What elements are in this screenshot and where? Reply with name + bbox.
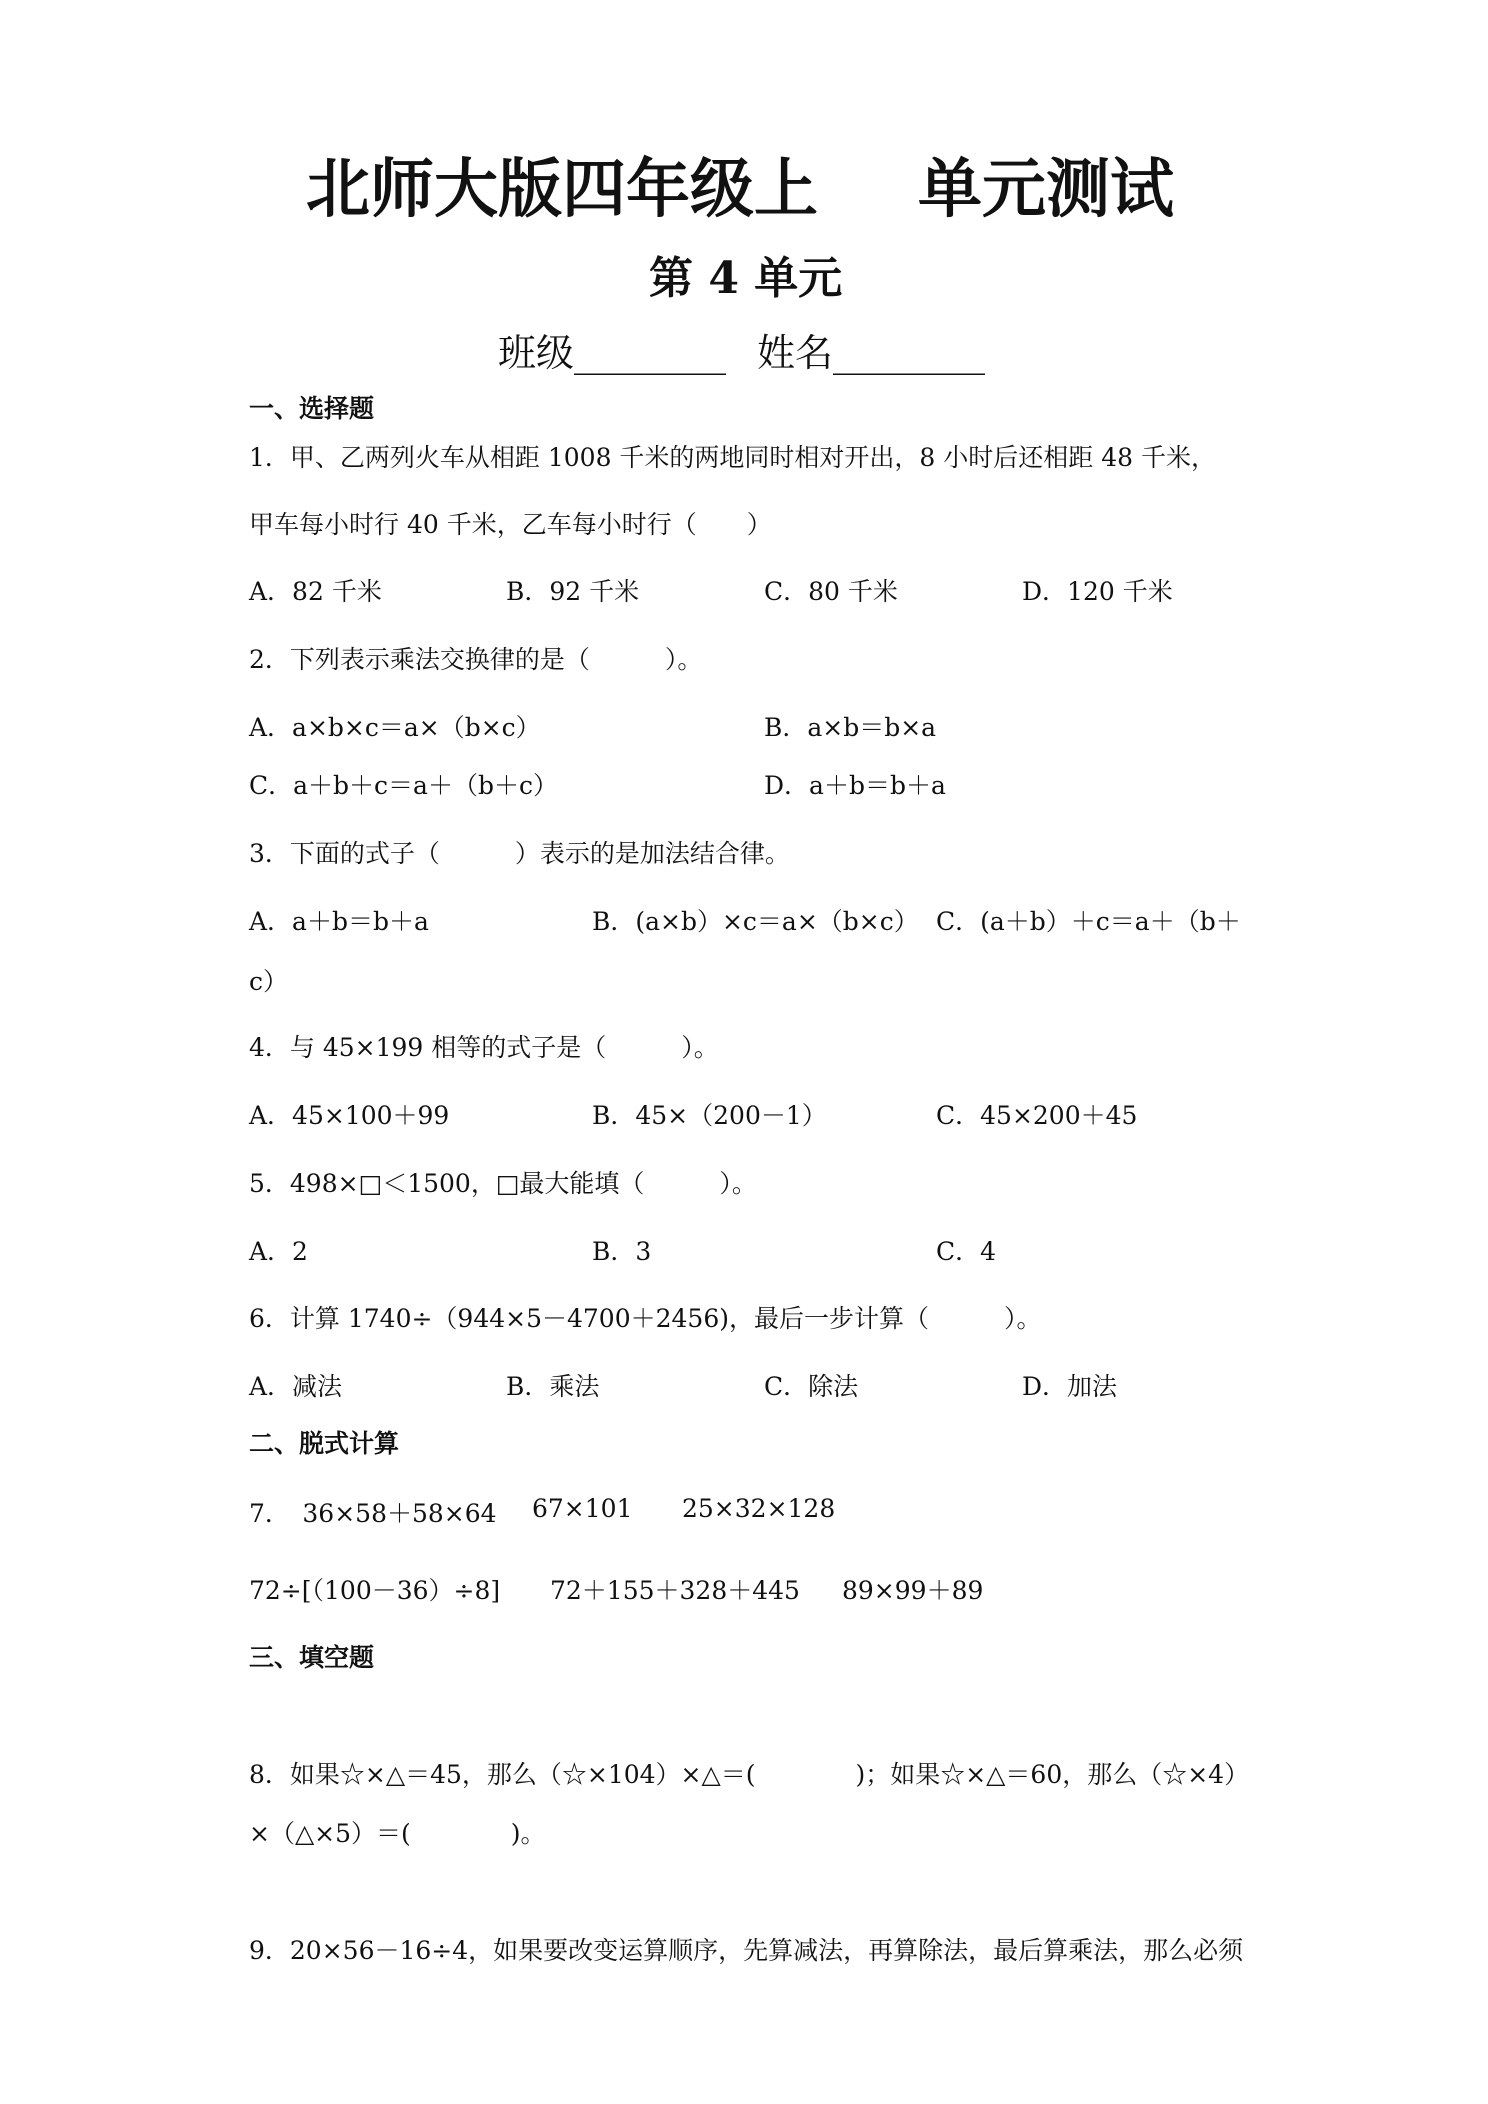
- question-8-line-1: 8．如果☆×△＝45，那么（☆×104）×△＝( )；如果☆×△＝60，那么（☆×4）: [249, 1760, 1250, 1789]
- name-field: 姓名________: [757, 331, 986, 375]
- q5-option-c: C．4: [936, 1237, 997, 1266]
- q4-option-a: A．45×100＋99: [249, 1101, 450, 1130]
- q7-expression-6: 89×99＋89: [842, 1576, 984, 1605]
- q2-option-b: B．a×b＝b×a: [764, 713, 937, 742]
- question-8-line-2: ×（△×5）＝( )。: [249, 1819, 546, 1848]
- unit-title: 第 4 单元: [649, 253, 843, 304]
- q7-expression-4: 72÷[（100－36）÷8]: [249, 1576, 501, 1605]
- question-1-line-2: 甲车每小时行 40 千米，乙车每小时行（ ）: [249, 510, 772, 539]
- section-heading-fill-blank: 三、填空题: [249, 1643, 375, 1672]
- q6-option-d: D．加法: [1022, 1372, 1118, 1401]
- q4-option-b: B．45×（200－1）: [592, 1101, 827, 1130]
- section-heading-choice: 一、选择题: [249, 394, 375, 423]
- q7-expression-5: 72＋155＋328＋445: [550, 1576, 800, 1605]
- q2-option-a: A．a×b×c＝a×（b×c）: [249, 713, 541, 742]
- question-2: 2．下列表示乘法交换律的是（ ）。: [249, 645, 703, 674]
- q1-option-b: B．92 千米: [506, 577, 640, 606]
- q2-option-c: C．a＋b＋c＝a＋（b＋c）: [249, 771, 558, 800]
- q3-option-c: C．(a＋b）＋c＝a＋（b＋: [936, 907, 1241, 936]
- q3-option-b: B．(a×b）×c＝a×（b×c）: [592, 907, 919, 936]
- q3-option-c-continued: c）: [249, 967, 289, 996]
- q7-expression-2: 67×101: [532, 1494, 633, 1523]
- page-title-left: 北师大版四年级上: [306, 153, 818, 227]
- class-field: 班级________: [498, 331, 727, 375]
- q1-option-a: A．82 千米: [249, 577, 382, 606]
- question-3: 3．下面的式子（ ）表示的是加法结合律。: [249, 839, 790, 868]
- q1-option-d: D．120 千米: [1022, 577, 1173, 606]
- q7-expression-1: 7． 36×58＋58×64: [249, 1499, 497, 1528]
- page-title-right: 单元测试: [918, 153, 1174, 227]
- q6-option-c: C．除法: [764, 1372, 859, 1401]
- question-9-line-1: 9．20×56－16÷4，如果要改变运算顺序，先算减法，再算除法，最后算乘法，那么必须: [249, 1936, 1244, 1965]
- q5-option-b: B．3: [592, 1237, 652, 1266]
- question-4: 4．与 45×199 相等的式子是（ ）。: [249, 1033, 719, 1062]
- question-5: 5．498×□＜1500，□最大能填（ ）。: [249, 1169, 757, 1198]
- section-heading-calculation: 二、脱式计算: [249, 1429, 400, 1458]
- q6-option-a: A．减法: [249, 1372, 343, 1401]
- q3-option-a: A．a＋b＝b＋a: [249, 907, 429, 936]
- q1-option-c: C．80 千米: [764, 577, 898, 606]
- q6-option-b: B．乘法: [506, 1372, 600, 1401]
- question-6: 6．计算 1740÷（944×5－4700＋2456)，最后一步计算（ ）。: [249, 1304, 1042, 1333]
- q7-expression-3: 25×32×128: [682, 1494, 836, 1523]
- q4-option-c: C．45×200＋45: [936, 1101, 1138, 1130]
- q5-option-a: A．2: [249, 1237, 308, 1266]
- q2-option-d: D．a＋b＝b＋a: [764, 771, 946, 800]
- question-1-line-1: 1．甲、乙两列火车从相距 1008 千米的两地同时相对开出，8 小时后还相距 48 千米，: [249, 443, 1216, 472]
